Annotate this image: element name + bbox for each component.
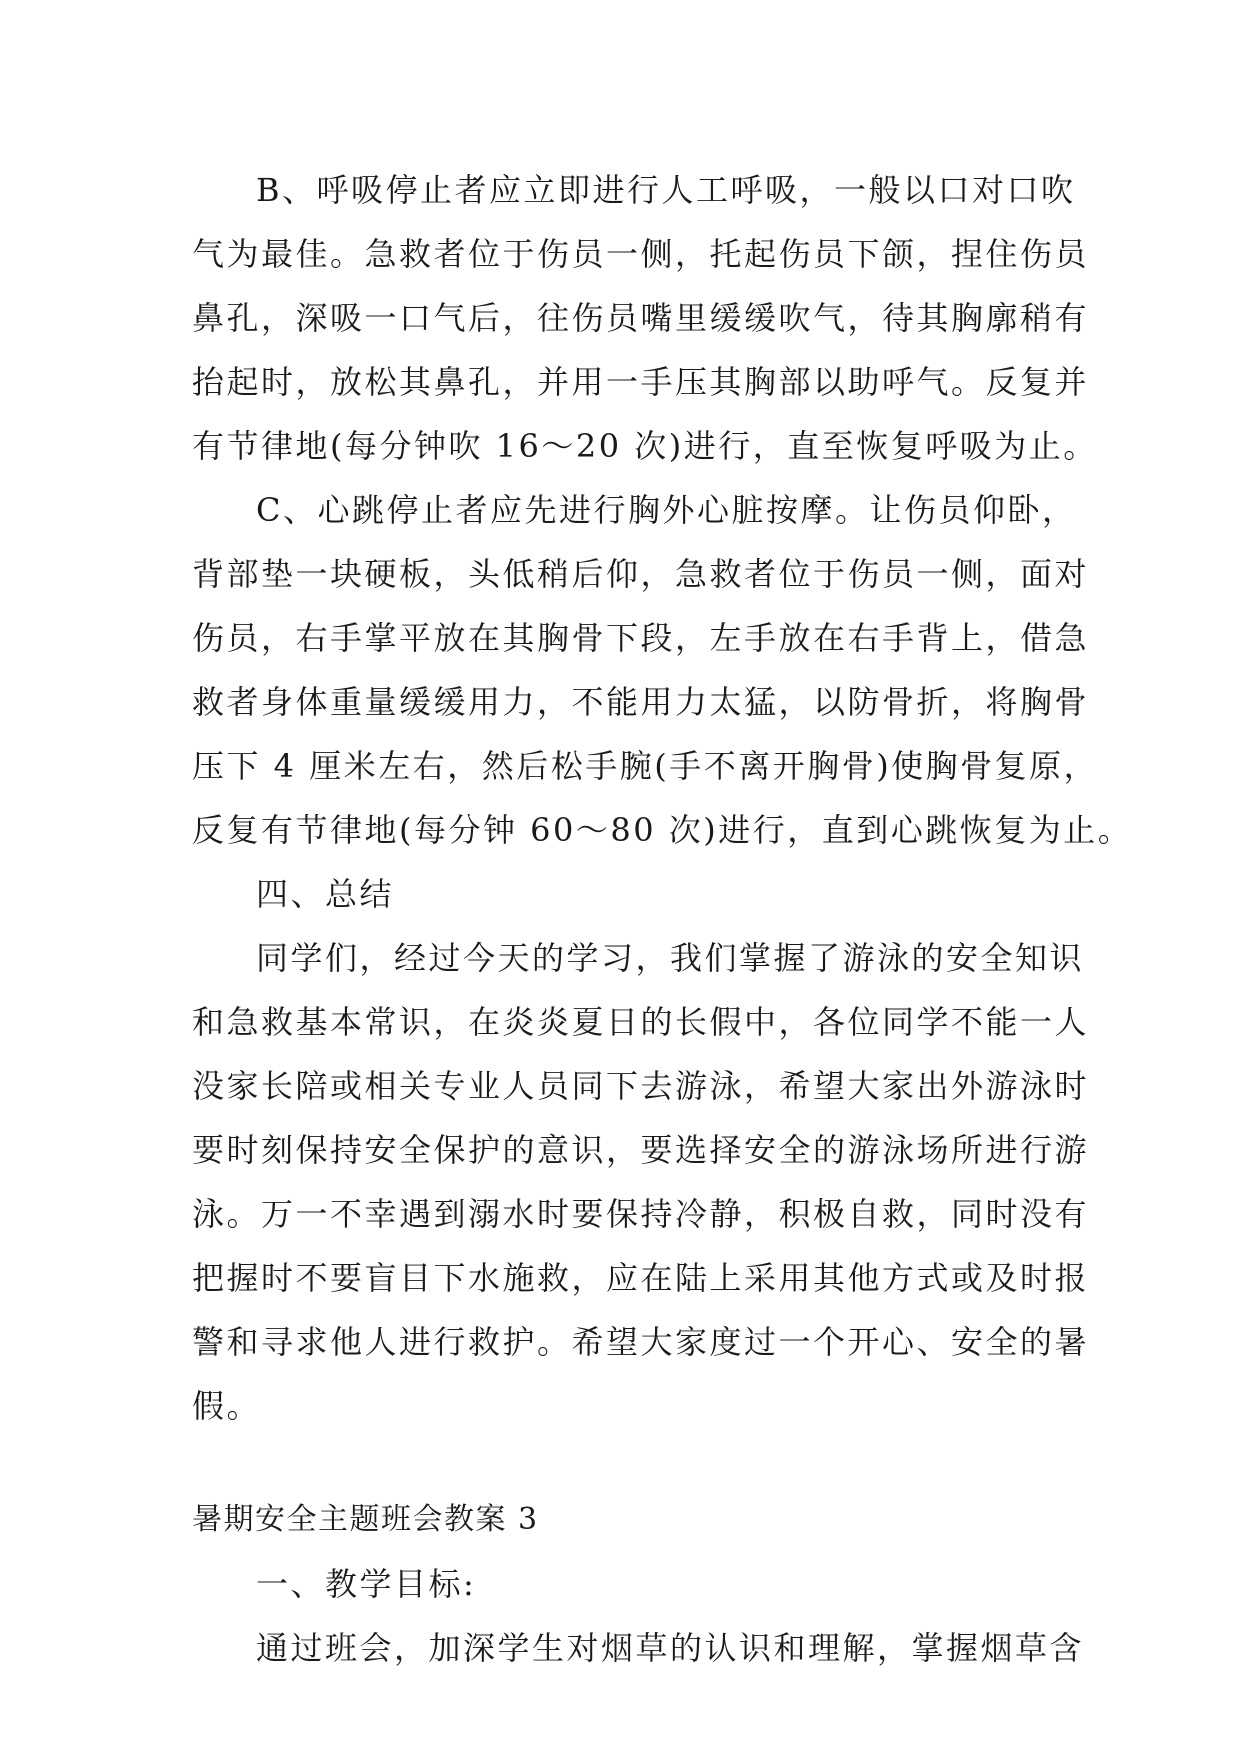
paragraph-line: 伤员，右手掌平放在其胸骨下段，左手放在右手背上，借急 (192, 619, 1090, 657)
paragraph-line: 鼻孔，深吸一口气后，往伤员嘴里缓缓吹气，待其胸廓稍有 (192, 299, 1090, 337)
summary-heading: 四、总结 (256, 875, 395, 913)
paragraph-line: 气为最佳。急救者位于伤员一侧，托起伤员下颌，捏住伤员 (192, 235, 1090, 273)
summary-paragraph (192, 926, 1090, 1438)
paragraph-line: 没家长陪或相关专业人员同下去游泳，希望大家出外游泳时 (192, 1067, 1090, 1105)
paragraph-line: 通过班会，加深学生对烟草的认识和理解，掌握烟草含 (256, 1629, 1085, 1667)
paragraph-line: 反复有节律地(每分钟 60～80 次)进行，直到心跳恢复为止。 (192, 811, 1133, 849)
paragraph-line: 要时刻保持安全保护的意识，要选择安全的游泳场所进行游 (192, 1131, 1090, 1169)
section-spacer (192, 1438, 1052, 1488)
section-b-paragraph (192, 158, 1098, 478)
lesson-title: 暑期安全主题班会教案 3 (192, 1502, 539, 1537)
paragraph-line: 有节律地(每分钟吹 16～20 次)进行，直至恢复呼吸为止。 (192, 427, 1098, 465)
objective-paragraph (192, 1616, 1085, 1680)
paragraph-line: 警和寻求他人进行救护。希望大家度过一个开心、安全的暑 (192, 1323, 1090, 1361)
paragraph-line: C、心跳停止者应先进行胸外心脏按摩。让伤员仰卧， (256, 491, 1077, 529)
paragraph-line: 救者身体重量缓缓用力，不能用力太猛，以防骨折，将胸骨 (192, 683, 1090, 721)
paragraph-line: 抬起时，放松其鼻孔，并用一手压其胸部以助呼气。反复并 (192, 363, 1090, 401)
objective-heading: 一、教学目标: (256, 1565, 477, 1603)
section-c-paragraph (192, 478, 1133, 862)
document-body (192, 158, 1133, 1680)
paragraph-line: 假。 (192, 1387, 262, 1425)
paragraph-line: 同学们，经过今天的学习，我们掌握了游泳的安全知识 (256, 939, 1085, 977)
paragraph-line: 背部垫一块硬板，头低稍后仰，急救者位于伤员一侧，面对 (192, 555, 1090, 593)
paragraph-line: 泳。万一不幸遇到溺水时要保持冷静，积极自救，同时没有 (192, 1195, 1090, 1233)
paragraph-line: 把握时不要盲目下水施救，应在陆上采用其他方式或及时报 (192, 1259, 1090, 1297)
paragraph-line: 和急救基本常识，在炎炎夏日的长假中，各位同学不能一人 (192, 1003, 1090, 1041)
paragraph-line: 压下 4 厘米左右，然后松手腕(手不离开胸骨)使胸骨复原， (192, 747, 1099, 785)
paragraph-line: B、呼吸停止者应立即进行人工呼吸，一般以口对口吹 (256, 171, 1076, 209)
